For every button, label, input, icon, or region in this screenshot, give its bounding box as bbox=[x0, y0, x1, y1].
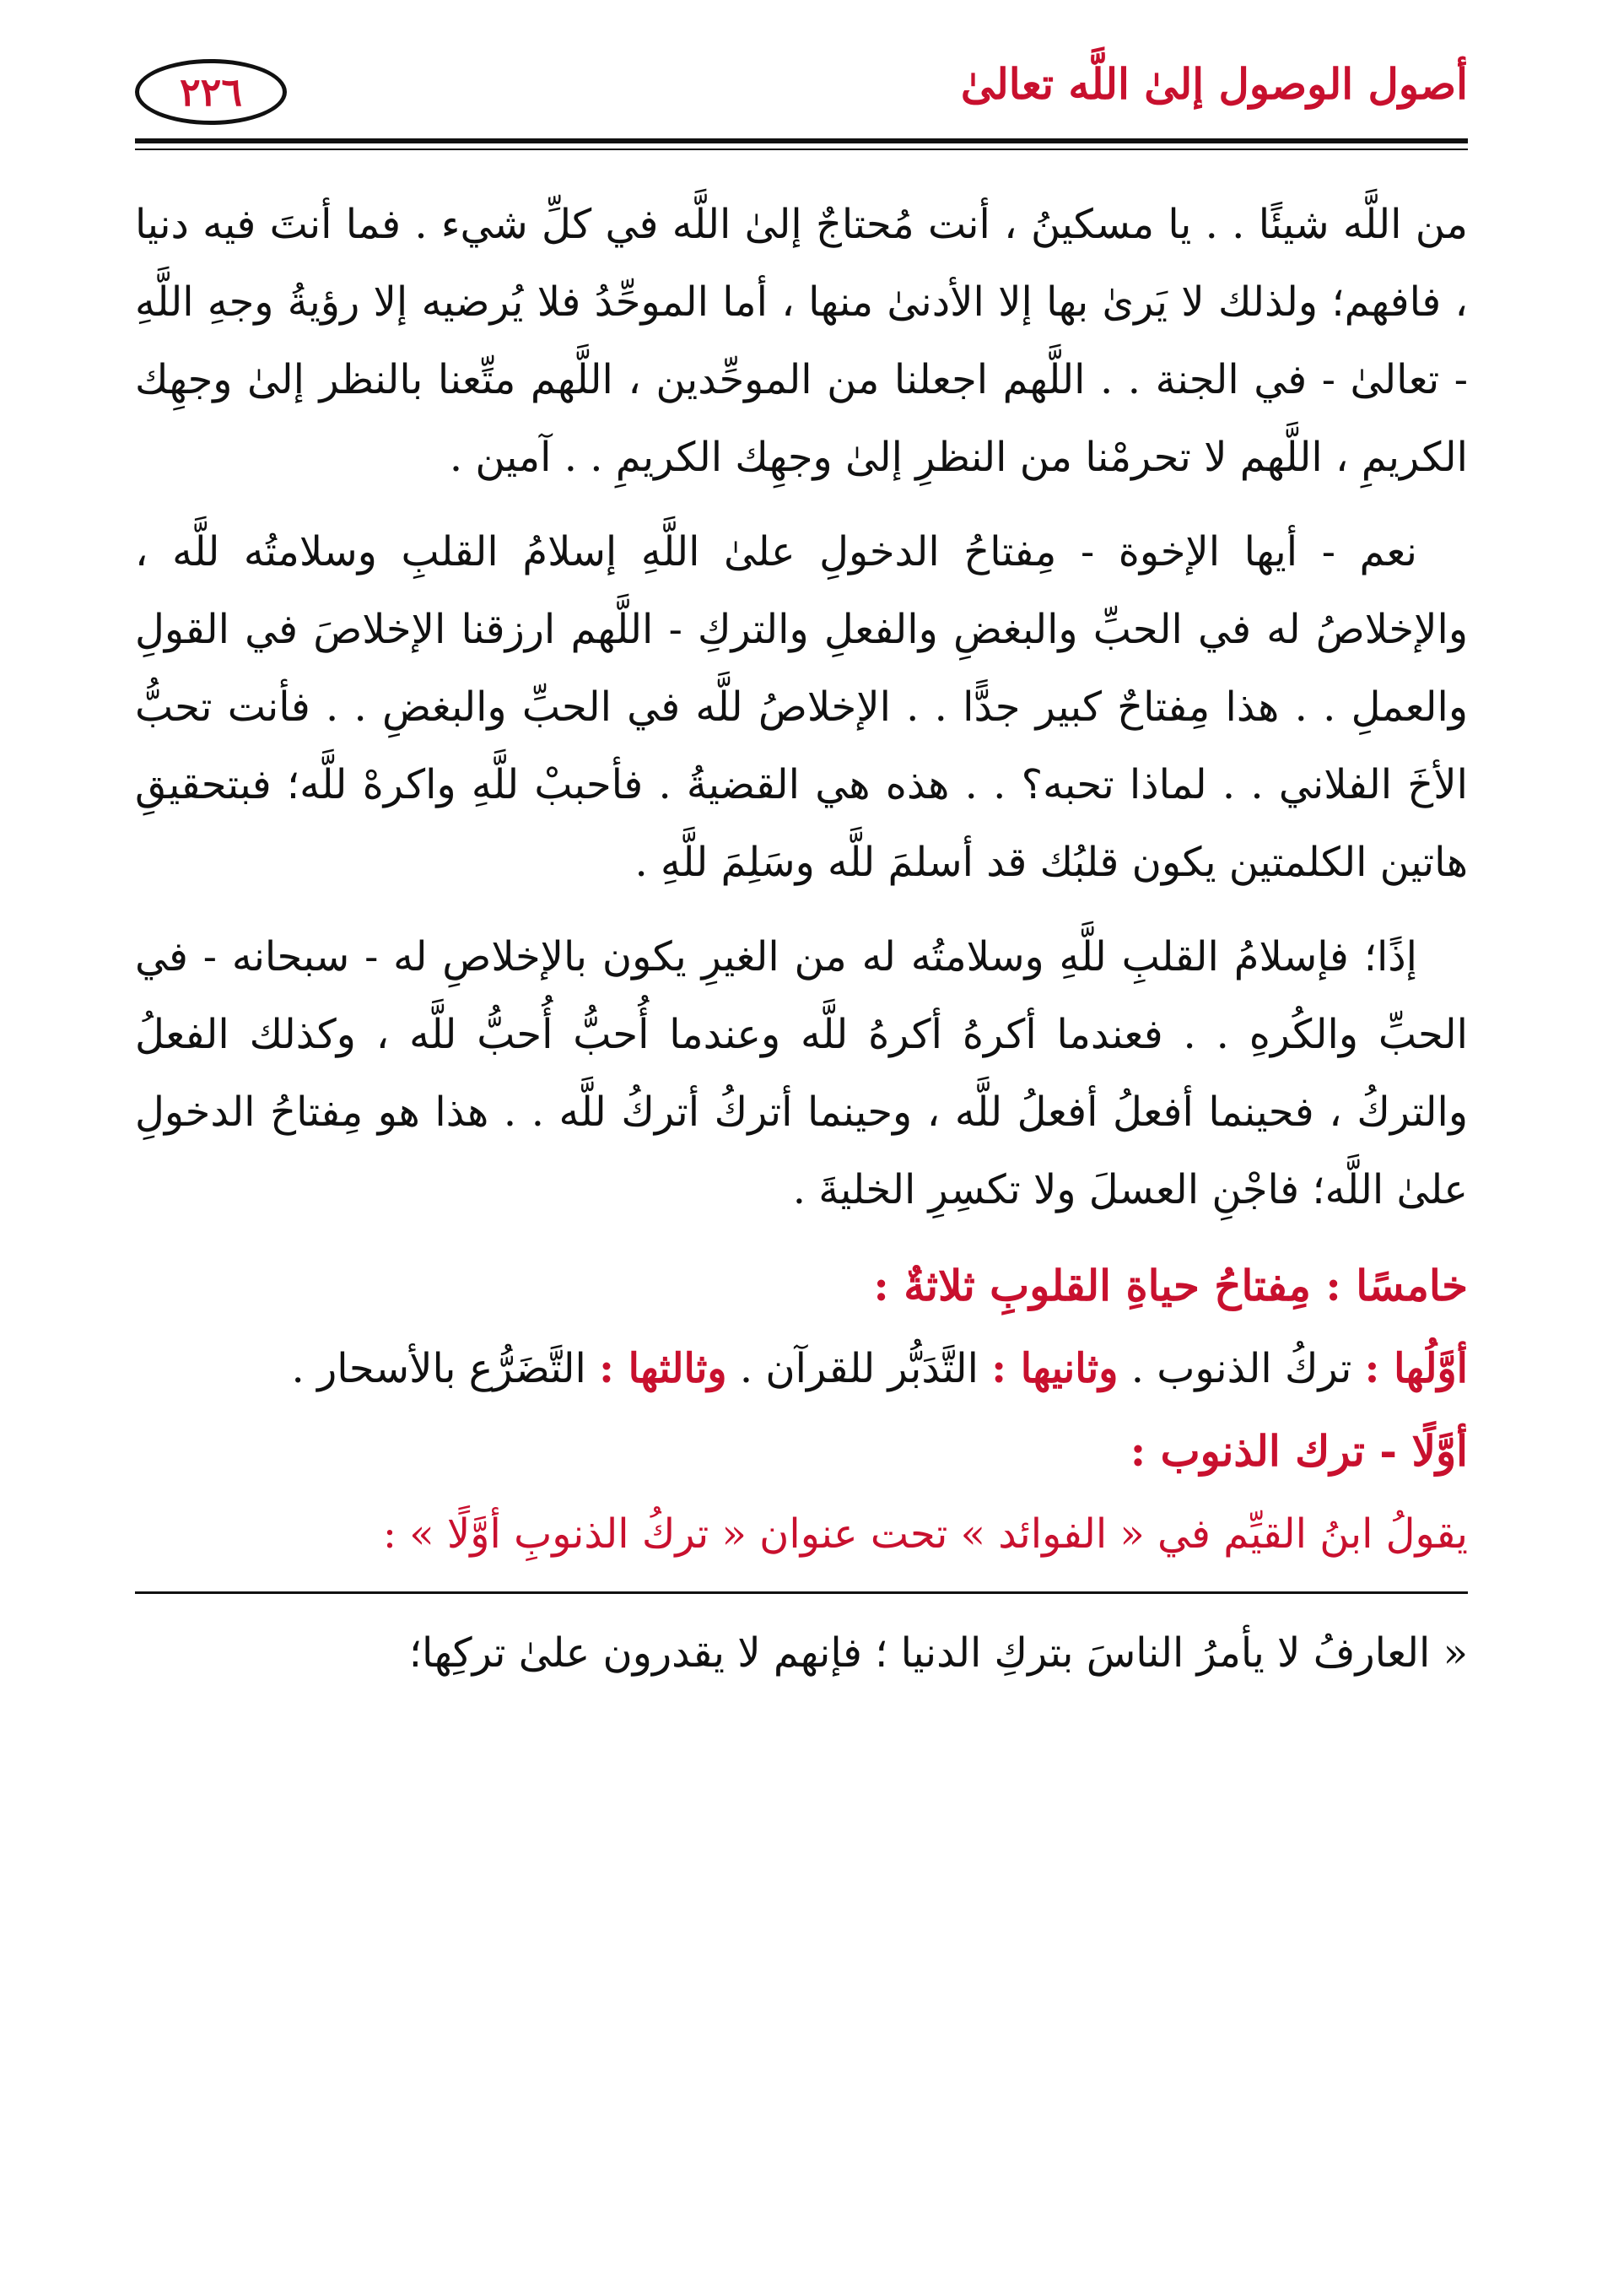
page-number: ٢٢٦ bbox=[135, 59, 287, 125]
paragraph-3: إذًا؛ فإسلامُ القلبِ للَّهِ وسلامتُه له من الغيرِ يكون بالإخلاصِ له - سبحانه - في الحبِّ والكُرهِ . . فعندما أكرهُ أكرهُ للَّه وعندما أُحبُّ أُحبُّ للَّه ، وكذلك الفعلُ والتركُ ، فحينما أفعلُ أفعلُ للَّه ، وحينما أتركُ أتركُ للَّه . . هذا هو مِفتاحُ الدخولِ علىٰ اللَّه؛ فاجْنِ العسلَ ولا تكسِرِ الخليةَ . bbox=[135, 933, 1468, 1213]
quote-intro: يقولُ ابنُ القيِّم في « الفوائد » تحت عنوان « تركُ الذنوبِ أوَّلًا » : bbox=[382, 1510, 1468, 1558]
header-rule bbox=[135, 138, 1468, 143]
point-first-label: أوَّلُها : bbox=[1364, 1345, 1468, 1392]
point-second-label: وثانيها : bbox=[991, 1345, 1119, 1392]
point-first-text: تركُ الذنوب . bbox=[1130, 1345, 1352, 1392]
keys-list bbox=[135, 1326, 1468, 1411]
page-header bbox=[135, 51, 1468, 143]
point-second-text: التَّدَبُّر للقرآن . bbox=[739, 1345, 979, 1392]
paragraph-1: من اللَّه شيئًا . . يا مسكينُ ، أنت مُحتاجٌ إلىٰ اللَّه في كلِّ شيء . فما أنتَ فيه دنيا ، فافهم؛ ولذلك لا يَرىٰ بها إلا الأدنىٰ منها ، أما الموحِّدُ فلا يُرضيه إلا رؤيةُ وجهِ اللَّهِ - تعالىٰ - في الجنة . . اللَّهم اجعلنا من الموحِّدين ، اللَّهم متِّعنا بالنظر إلىٰ وجهِك الكريمِ ، اللَّهم لا تحرمْنا من النظرِ إلىٰ وجهِك الكريمِ . . آمين . bbox=[135, 201, 1468, 481]
quote-divider bbox=[135, 1591, 1468, 1594]
book-page bbox=[135, 51, 1468, 2261]
running-title: أصول الوصول إلىٰ اللَّه تعالىٰ bbox=[960, 59, 1468, 109]
section-heading-fifth: خامسًا : مِفتاحُ حياةِ القلوبِ ثلاثةٌ : bbox=[873, 1261, 1468, 1310]
page-content bbox=[135, 186, 1468, 1692]
header-rule-thin bbox=[135, 149, 1468, 150]
point-third-label: وثالثها : bbox=[599, 1345, 727, 1392]
paragraph-2: نعم - أيها الإخوة - مِفتاحُ الدخولِ علىٰ اللَّهِ إسلامُ القلبِ وسلامتُه للَّه ، والإخلاصُ له في الحبِّ والبغضِ والفعلِ والتركِ - اللَّهم ارزقنا الإخلاصَ في القولِ والعملِ . . هذا مِفتاحٌ كبير جدًّا . . الإخلاصُ للَّه في الحبِّ والبغضِ . . فأنت تحبُّ الأخَ الفلاني . . لماذا تحبه؟ . . هذه هي القضيةُ . فأحببْ للَّهِ واكرهْ للَّه؛ فبتحقيقِ هاتين الكلمتين يكون قلبُك قد أسلمَ للَّه وسَلِمَ للَّهِ . bbox=[135, 528, 1468, 886]
section-heading-first: أوَّلًا - ترك الذنوب : bbox=[1130, 1426, 1468, 1476]
point-third-text: التَّضَرُّع بالأسحار . bbox=[291, 1345, 586, 1392]
quote-text: « العارفُ لا يأمرُ الناسَ بتركِ الدنيا ؛ فإنهم لا يقدرون علىٰ تركِها؛ bbox=[408, 1629, 1468, 1677]
